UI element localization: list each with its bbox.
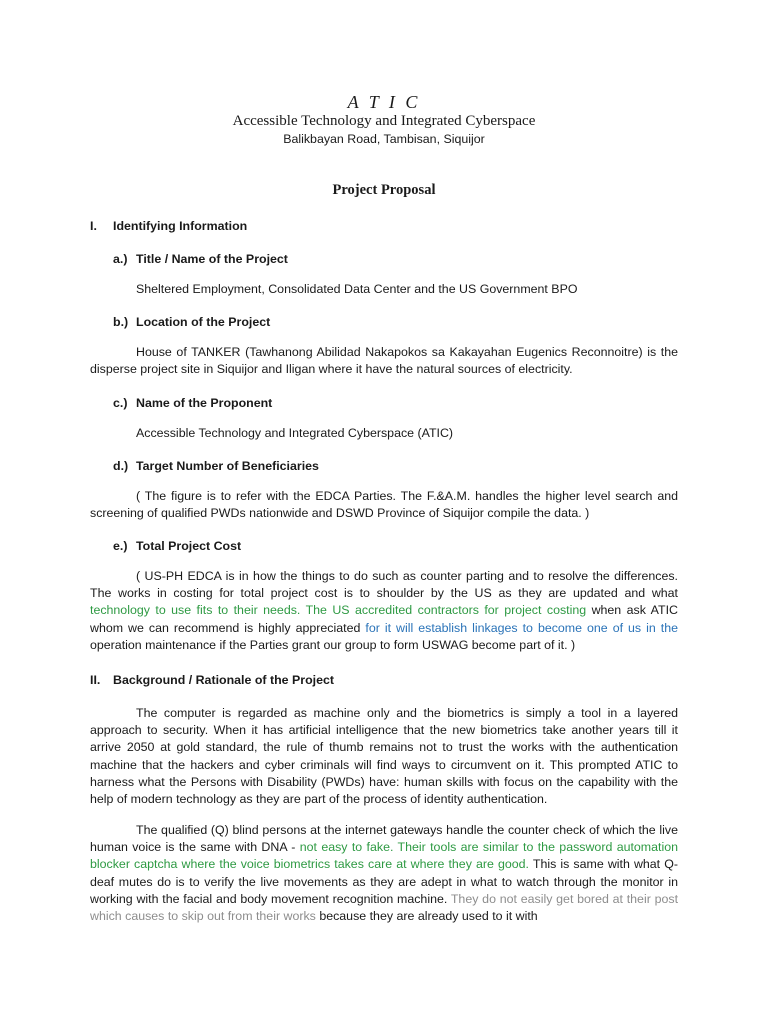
subsection-c-title: Name of the Proponent: [136, 396, 273, 410]
subsection-e-label: e.): [113, 539, 128, 553]
project-cost-blue-text: for it will establish linkages to become one of us in the: [365, 620, 678, 635]
background-p2-text-2: This is same with what Q-deaf mutes do is to verify the live movements as they are adept in what to watch through the monitor in working with the facial and body movement recognition machine.: [90, 857, 678, 906]
proponent-text: Accessible Technology and Integrated Cyberspace (ATIC): [136, 426, 454, 440]
subsection-b-title: Location of the Project: [136, 315, 271, 329]
subsection-a-title: Title / Name of the Project: [136, 252, 288, 266]
subsection-a-heading: [113, 251, 693, 268]
subsection-a-label: a.): [113, 252, 128, 266]
subsection-b-heading: [113, 314, 693, 331]
subsection-e-heading: [113, 538, 693, 555]
section-1-heading: [90, 218, 690, 235]
subsection-d-label: d.): [113, 459, 129, 473]
beneficiaries-paragraph: ( The figure is to refer with the EDCA Parties. The F.&A.M. handles the higher level search and screening of qualified PWDs nationwide and DSWD Province of Siquijor compile the data. ): [90, 489, 678, 521]
background-p2-grey-text: They do not easily get bored at their post which causes to skip out from their works: [90, 891, 679, 924]
background-p2-green-text: not easy to fake. Their tools are similar to the password automation blocker captcha where the voice biometrics takes care at where they are good.: [90, 840, 678, 872]
project-cost-paragraph: [90, 568, 678, 654]
org-name: A T I C: [347, 92, 421, 112]
project-title-text: Sheltered Employment, Consolidated Data Center and the US Government BPO: [136, 282, 578, 296]
subsection-c-label: c.): [113, 396, 128, 410]
project-cost-text-1: ( US-PH EDCA is in how the things to do such as counter parting and to resolve the differences. The works in costing for total project cost is to shoulder by the US as they are updated and what: [90, 569, 678, 601]
subsection-d-heading: [113, 458, 693, 475]
subsection-b-label: b.): [113, 315, 129, 329]
section-2-heading: [90, 672, 690, 689]
background-p2-text-3: because they are already used to it with: [315, 909, 538, 924]
section-2-number: II.: [90, 673, 101, 687]
subsection-e-title: Total Project Cost: [136, 539, 242, 553]
background-paragraph-1: The computer is regarded as machine only and the biometrics is simply a tool in a layered approach to security. When it has artificial intelligence that the new biometrics take another years till it arrive 2050 at gold standard, the rule of thumb remains not to trust the works with the authentication machine that the hackers and cyber criminals will find ways to circumvent on it. This prompted ATIC to harness what the Persons with Disability (PWDs) have: human skills with focus on the capability with the help of modern technology as they are part of the process of identity authentication.: [90, 706, 678, 807]
document-title: Project Proposal: [332, 182, 436, 198]
section-2-title: Background / Rationale of the Project: [113, 673, 334, 687]
org-full-name: Accessible Technology and Integrated Cyberspace: [232, 113, 536, 129]
project-cost-text-2: when ask ATIC whom we can recommend is highly appreciated: [90, 603, 678, 635]
section-1-number: I.: [90, 219, 97, 233]
section-1-title: Identifying Information: [113, 219, 248, 233]
background-paragraph-2: [90, 822, 678, 925]
project-location-paragraph: House of TANKER (Tawhanong Abilidad Nakapokos sa Kakayahan Eugenics Reconnoitre) is the disperse project site in Siquijor and Iligan where it have the natural sources of electricity.: [90, 345, 678, 377]
org-address: Balikbayan Road, Tambisan, Siquijor: [283, 132, 485, 146]
project-cost-green-text: technology to use fits to their needs. The US accredited contractors for project costing: [90, 603, 587, 618]
subsection-d-title: Target Number of Beneficiaries: [136, 459, 319, 473]
project-cost-text-3: operation maintenance if the Parties grant our group to form USWAG become part of it. ): [90, 637, 576, 652]
background-p2-text-1: The qualified (Q) blind persons at the internet gateways handle the counter check of which the live human voice is the same with DNA -: [90, 823, 678, 855]
subsection-c-heading: [113, 395, 693, 412]
